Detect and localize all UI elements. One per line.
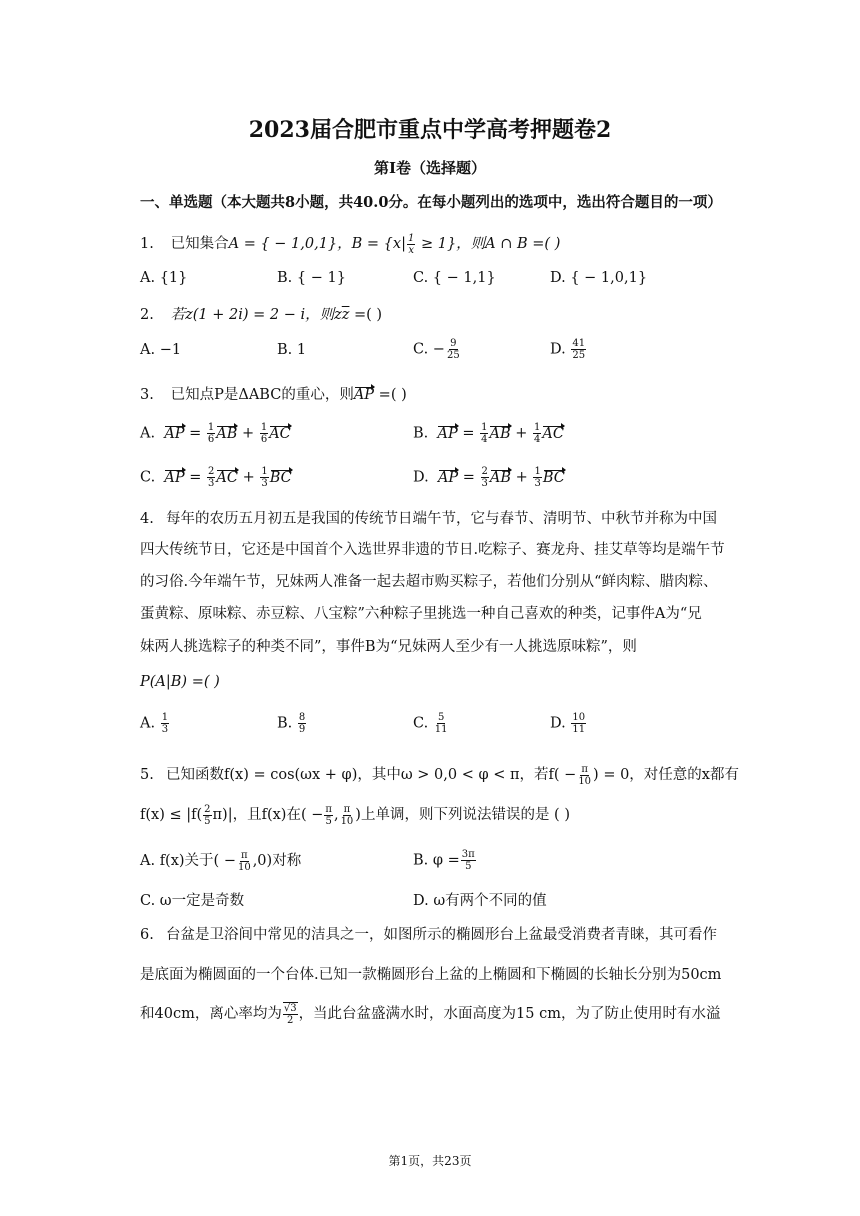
option-b: B. AP = $\frac{1}{4}$ AB + $\frac{1}{4}$ AC <box>413 422 564 445</box>
option-c: C. { − 1,1} <box>413 270 496 286</box>
math-expression: ≥ 1}，则A ∩ B =( ) <box>416 236 561 252</box>
question-text: 若z(1 + 2i) = 2 − i，则z <box>170 307 342 323</box>
option-c: C. ω一定是奇数 <box>140 893 245 909</box>
question-text-end: =( ) <box>349 307 383 323</box>
question-number: 1. <box>140 236 154 252</box>
option-b: B. 1 <box>277 342 307 358</box>
question-text-end: =( ) <box>374 387 407 403</box>
option-b: B. { − 1} <box>277 270 346 286</box>
question-5-line-2: f(x) ≤ |f( $\frac{2}{5}$ π)|，且f(x)在( − $\frac{\pi}{5}$ , $\frac{\pi}{10}$ )上单调，则下列说法错误的是 ( ) <box>140 803 570 827</box>
option-d: D. ω有两个不同的值 <box>413 893 547 909</box>
question-5-line-1: 5. 已知函数f(x) = cos(ωx + φ)，其中ω > 0,0 < φ < π，若f( − $\frac{\pi}{10}$ ) = 0，对任意的x都有 <box>140 763 739 787</box>
question-number: 4. <box>140 511 154 527</box>
question-number: 5. <box>140 767 154 783</box>
question-number: 2. <box>140 307 154 323</box>
option-a: A. f(x)关于( − $\frac{\pi}{10}$ ,0)对称 <box>140 849 302 873</box>
question-4-line-2: 四大传统节日，它还是中国首个入选世界非遗的节日.吃粽子、赛龙舟、挂艾草等均是端午节 <box>140 542 725 558</box>
question-4-line-5: 妹两人挑选粽子的种类不同”，事件B为“兄妹两人至少有一人挑选原味粽”，则 <box>140 639 637 655</box>
conjugate-z: $\overline{z}$ <box>341 307 350 323</box>
question-number: 3. <box>140 387 154 403</box>
option-d: D. AP = $\frac{2}{3}$ AB + $\frac{1}{3}$ BC <box>413 466 565 489</box>
option-a: A. $\frac{1}{3}$ <box>140 712 169 735</box>
option-b: B. $\frac{8}{9}$ <box>277 712 306 735</box>
vector-ap: AP <box>353 387 375 403</box>
option-a: A. {1} <box>140 270 188 286</box>
question-6-line-2: 是底面为椭圆面的一个台体.已知一款椭圆形台上盆的上椭圆和下椭圆的长轴长分别为50cm <box>140 967 722 983</box>
math-expression: A = { − 1,0,1}，B = {x| <box>228 236 406 252</box>
exam-title: 2023届合肥市重点中学高考押题卷2 <box>248 117 612 143</box>
question-text: 已知点P是ΔABC的重心，则 <box>170 387 354 403</box>
question-4-line-4: 蛋黄粽、原味粽、赤豆粽、八宝粽”六种粽子里挑选一种自己喜欢的种类，记事件A为“兄 <box>140 606 702 622</box>
question-4-line-1: 4. 每年的农历五月初五是我国的传统节日端午节，它与春节、清明节、中秋节并称为中国 <box>140 511 717 527</box>
option-a: A. −1 <box>140 342 182 358</box>
question-text: 已知集合 <box>170 236 229 252</box>
question-3 <box>140 383 407 404</box>
question-6-line-3: 和40cm，离心率均为 $\frac{√3}{2}$ ，当此台盆盛满水时，水面高度为15 cm，为了防止使用时有水溢 <box>140 1003 721 1026</box>
question-4-line-3: 的习俗.今年端午节，兄妹两人准备一起去超市购买粽子，若他们分别从“鲜肉粽、腊肉粽、 <box>140 574 718 590</box>
fraction: $\frac{1}{x}$ <box>407 232 415 256</box>
option-d: D. { − 1,0,1} <box>550 270 648 286</box>
page-footer: 第1页，共23页 <box>388 1154 472 1168</box>
option-d: D. $\frac{41}{25}$ <box>550 338 586 361</box>
section-heading: 一、单选题（本大题共8小题，共40.0分。在每小题列出的选项中，选出符合题目的一项） <box>140 194 722 211</box>
volume-subtitle: 第I卷（选择题） <box>373 159 487 177</box>
question-2 <box>140 303 382 324</box>
question-number: 6. <box>140 927 154 943</box>
option-a: A. AP = $\frac{1}{6}$ AB + $\frac{1}{6}$ AC <box>140 422 291 445</box>
option-d: D. $\frac{10}{11}$ <box>550 712 586 735</box>
question-4-line-6: P(A|B) =( ) <box>140 674 220 690</box>
option-c: C. AP = $\frac{2}{3}$ AC + $\frac{1}{3}$ BC <box>140 466 292 489</box>
question-6-line-1: 6. 台盆是卫浴间中常见的洁具之一，如图所示的椭圆形台上盆最受消费者青睐，其可看作 <box>140 927 717 943</box>
option-c: C. − $\frac{9}{25}$ <box>413 338 460 361</box>
question-1 <box>140 232 560 256</box>
option-b: B. φ = $\frac{3\pi}{5}$ <box>413 849 475 872</box>
option-c: C. $\frac{5}{11}$ <box>413 712 448 735</box>
